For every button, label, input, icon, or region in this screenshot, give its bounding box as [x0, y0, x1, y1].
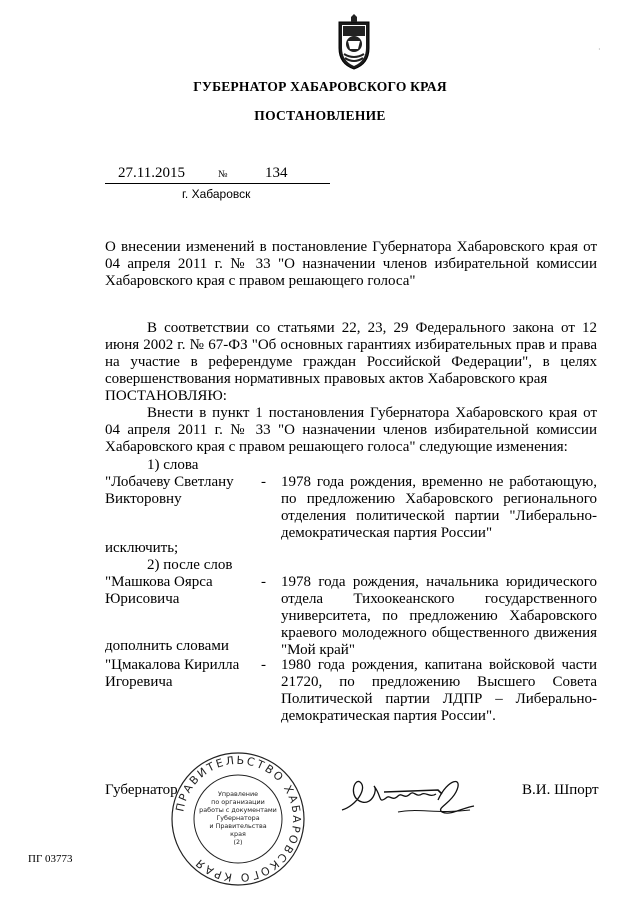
subitem-3-dash: -	[261, 657, 266, 673]
document-type: ПОСТАНОВЛЕНИЕ	[254, 108, 386, 123]
stamp-ring-text: ПРАВИТЕЛЬСТВО ХАБАРОВСКОГО КРАЯ	[173, 753, 304, 885]
signatory-name: В.И. Шпорт	[522, 782, 599, 798]
subitem-2-person: "Машкова Оярса Юрисовича	[105, 574, 213, 607]
subitem-1-description: 1978 года рождения, временно не работающую, по предложению Хабаровского регионального отделения политической партии "Либерально-демократическая партия России"	[281, 474, 597, 541]
stamp-line-4: Губернатора	[216, 814, 260, 822]
stamp-line-2: по организации	[211, 798, 265, 806]
authority-title: ГУБЕРНАТОР ХАБАРОВСКОГО КРАЯ	[193, 79, 447, 94]
document-date: 27.11.2015	[118, 165, 185, 181]
subitem-2-action: дополнить словами	[105, 638, 229, 654]
decree-word: ПОСТАНОВЛЯЮ:	[105, 388, 227, 404]
preamble-paragraph: В соответствии со статьями 22, 23, 29 Федерального закона от 12 июня 2002 г. № 67-ФЗ "Об основных гарантиях избирательных прав и права на участие в референдуме граждан Российской Федерации", в целях совершенствования нормативных правовых актов Хабаровского края	[105, 320, 597, 387]
document-number: 134	[265, 165, 288, 181]
document-code: ПГ 03773	[28, 853, 73, 865]
document-subject: О внесении изменений в постановление Губернатора Хабаровского края от 04 апреля 2011 г. № 33 "О назначении членов избирательной комиссии Хабаровского края с правом решающего голоса"	[105, 239, 597, 289]
stamp-line-1: Управление	[217, 790, 259, 798]
stamp-line-6: края	[230, 830, 246, 838]
number-sign: №	[218, 169, 228, 180]
official-stamp	[169, 750, 307, 888]
subitem-3-person: "Цмакалова Кирилла Игоревича	[105, 657, 240, 690]
subitem-1-dash: -	[261, 474, 266, 490]
subitem-1-action: исключить;	[105, 540, 179, 556]
signatory-position: Губернатор	[105, 782, 178, 798]
date-number-underline	[105, 183, 330, 184]
margin-mark: ·	[598, 45, 601, 54]
stamp-line-5: и Правительства	[209, 822, 267, 830]
subitem-1-person: "Лобачеву Светлану Викторовну	[105, 474, 234, 507]
stamp-line-7: (2)	[233, 838, 243, 846]
item-intro-paragraph: Внести в пункт 1 постановления Губернатора Хабаровского края от 04 апреля 2011 г. № 33 "О назначении членов избирательной комиссии Хабаровского края с правом решающего голоса" следующие изменения:	[105, 405, 597, 455]
subitem-2-label: 2) после слов	[147, 557, 233, 573]
subitem-2-dash: -	[261, 574, 266, 590]
handwritten-signature	[338, 768, 478, 828]
subitem-1-label: 1) слова	[147, 457, 199, 473]
document-city: г. Хабаровск	[182, 187, 251, 201]
coat-of-arms-icon	[329, 14, 379, 72]
subitem-3-description: 1980 года рождения, капитана войсковой части 21720, по предложению Высшего Совета Политической партии ЛДПР – Либерально-демократическая партия России".	[281, 657, 597, 724]
subitem-2-description: 1978 года рождения, начальника юридического отдела Тихоокеанского государственного университета, по предложению Хабаровского краевого молодежного общественного движения "Мой край"	[281, 574, 597, 658]
stamp-line-3: работы с документами	[199, 806, 277, 814]
